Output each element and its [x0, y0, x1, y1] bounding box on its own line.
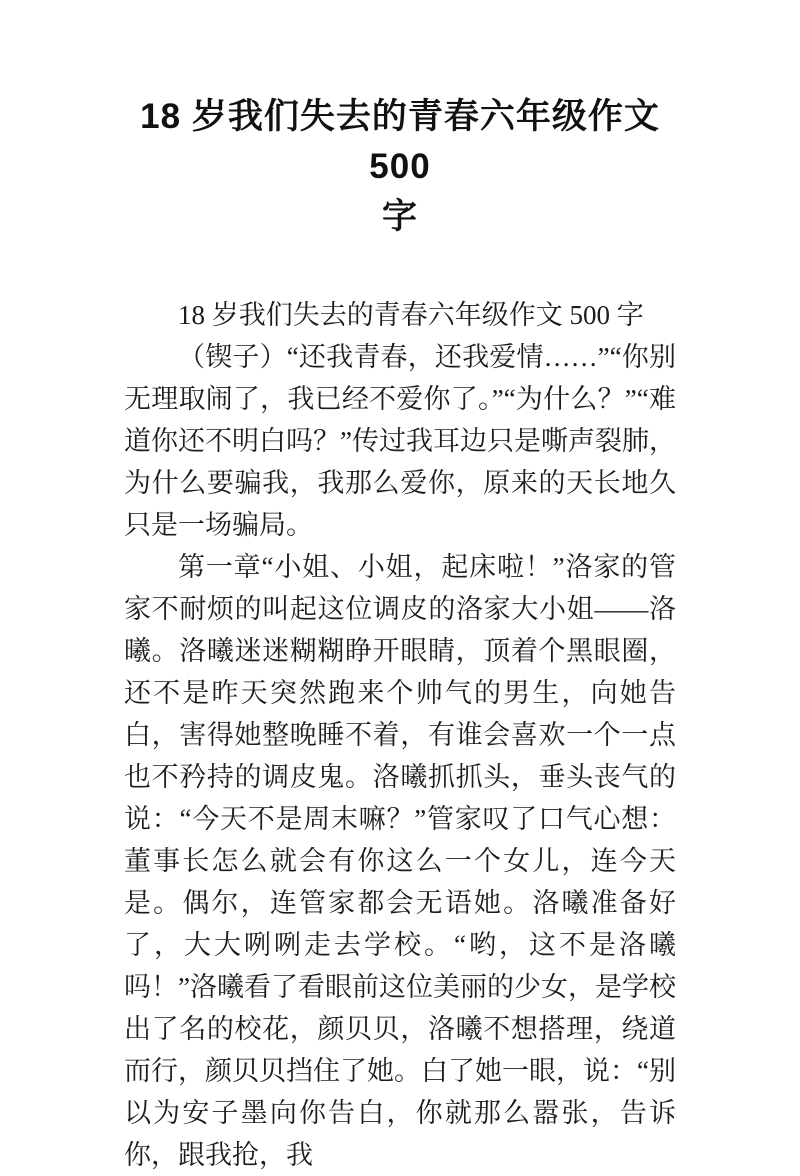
essay-body	[124, 294, 676, 1176]
essay-paragraph-chapter-one: 第一章“小姐、小姐，起床啦！”洛家的管家不耐烦的叫起这位调皮的洛家大小姐——洛曦。洛曦迷迷糊糊睁开眼睛，顶着个黑眼圈，还不是昨天突然跑来个帅气的男生，向她告白，害得她整晚睡不着，有谁会喜欢一个一点也不矜持的调皮鬼。洛曦抓抓头，垂头丧气的说：“今天不是周末嘛？”管家叹了口气心想：董事长怎么就会有你这么一个女儿，连今天是。偶尔，连管家都会无语她。洛曦准备好了，大大咧咧走去学校。“哟，这不是洛曦吗！”洛曦看了看眼前这位美丽的少女，是学校出了名的校花，颜贝贝，洛曦不想搭理，绕道而行，颜贝贝挡住了她。白了她一眼，说：“别以为安子墨向你告白，你就那么嚣张，告诉你，跟我抢，我	[124, 552, 676, 1170]
essay-paragraph-prologue: （锲子）“还我青春，还我爱情……”“你别无理取闹了，我已经不爱你了。”“为什么？”“难道你还不明白吗？”传过我耳边只是嘶声裂肺，为什么要骗我，我那么爱你，原来的天长地久只是一场骗局。	[124, 342, 676, 540]
page-title	[124, 92, 676, 242]
page-title-line-1: 18 岁我们失去的青春六年级作文 500	[140, 97, 660, 186]
essay-paragraph-title-line: 18 岁我们失去的青春六年级作文 500 字	[178, 300, 644, 330]
page-title-line-2: 字	[381, 197, 418, 236]
